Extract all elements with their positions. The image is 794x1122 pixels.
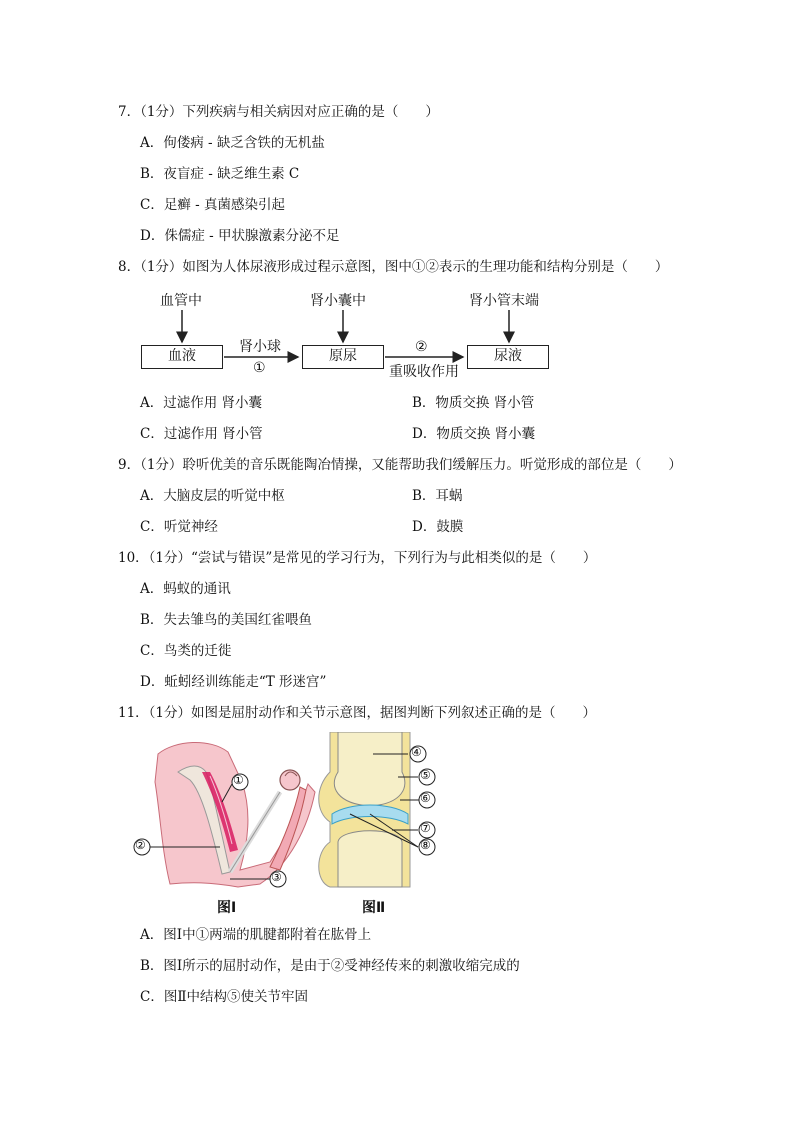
marker-8: ⑧ bbox=[420, 838, 431, 852]
marker-1: ① bbox=[233, 773, 244, 787]
q11-option-c: C．图Ⅱ中结构⑤使关节牢固 bbox=[140, 989, 309, 1005]
question-11-stem: 11．（1分）如图是屈肘动作和关节示意图，据图判断下列叙述正确的是（ ） bbox=[118, 705, 597, 721]
diagram-arrows bbox=[0, 0, 794, 400]
q8-option-a: A．过滤作用 肾小囊 bbox=[140, 395, 263, 411]
box-primary-urine: 原尿 bbox=[302, 345, 384, 369]
question-10-stem: 10．（1分）“尝试与错误”是常见的学习行为，下列行为与此相类似的是（ ） bbox=[118, 550, 597, 566]
label-tubule-end: 肾小管末端 bbox=[469, 293, 539, 309]
marker-5: ⑤ bbox=[420, 768, 431, 782]
q9-option-a: A．大脑皮层的听觉中枢 bbox=[140, 488, 285, 504]
label-marker-1: ① bbox=[253, 360, 266, 376]
figure-1-caption: 图Ⅰ bbox=[217, 900, 237, 916]
q7-option-a: A．佝偻病 - 缺乏含铁的无机盐 bbox=[140, 135, 325, 151]
marker-2: ② bbox=[135, 838, 146, 852]
question-7-stem: 7．（1分）下列疾病与相关病因对应正确的是（ ） bbox=[118, 104, 439, 120]
label-in-bowmans-capsule: 肾小囊中 bbox=[310, 293, 366, 309]
marker-3: ③ bbox=[271, 870, 282, 884]
label-marker-2: ② bbox=[415, 339, 428, 355]
arm-illustration bbox=[155, 742, 315, 887]
marker-6: ⑥ bbox=[420, 791, 431, 805]
q10-option-b: B．失去雏鸟的美国红雀喂鱼 bbox=[140, 612, 312, 628]
q8-option-b: B．物质交换 肾小管 bbox=[412, 395, 535, 411]
q9-option-d: D．鼓膜 bbox=[412, 519, 464, 535]
q9-option-c: C．听觉神经 bbox=[140, 519, 218, 535]
q9-option-b: B．耳蜗 bbox=[412, 488, 463, 504]
q10-option-c: C．鸟类的迁徙 bbox=[140, 643, 232, 659]
joint-illustration bbox=[319, 732, 410, 887]
marker-7: ⑦ bbox=[420, 821, 431, 835]
q8-option-c: C．过滤作用 肾小管 bbox=[140, 426, 263, 442]
q7-option-d: D．侏儒症 - 甲状腺激素分泌不足 bbox=[140, 228, 340, 244]
box-urine: 尿液 bbox=[467, 345, 549, 369]
q7-option-b: B．夜盲症 - 缺乏维生素 C bbox=[140, 166, 300, 182]
label-reabsorption: 重吸收作用 bbox=[389, 364, 459, 380]
q10-option-a: A．蚂蚁的通讯 bbox=[140, 581, 231, 597]
label-in-blood-vessel: 血管中 bbox=[160, 293, 202, 309]
q7-option-c: C．足癣 - 真菌感染引起 bbox=[140, 197, 285, 213]
q11-option-b: B．图Ⅰ所示的屈肘动作，是由于②受神经传来的刺激收缩完成的 bbox=[140, 958, 520, 974]
question-9-stem: 9．（1分）聆听优美的音乐既能陶冶情操，又能帮助我们缓解压力。听觉形成的部位是（ ） bbox=[118, 457, 682, 473]
question-8-stem: 8．（1分）如图为人体尿液形成过程示意图，图中①②表示的生理功能和结构分别是（ ） bbox=[118, 259, 669, 275]
q8-option-d: D．物质交换 肾小囊 bbox=[412, 426, 536, 442]
q11-option-a: A．图Ⅰ中①两端的肌腱都附着在肱骨上 bbox=[140, 927, 372, 943]
label-glomerulus: 肾小球 bbox=[239, 339, 281, 355]
marker-4: ④ bbox=[411, 745, 422, 759]
q10-option-d: D．蚯蚓经训练能走“T 形迷宫” bbox=[140, 674, 327, 690]
box-blood: 血液 bbox=[141, 345, 223, 369]
figure-2-caption: 图Ⅱ bbox=[362, 900, 386, 916]
